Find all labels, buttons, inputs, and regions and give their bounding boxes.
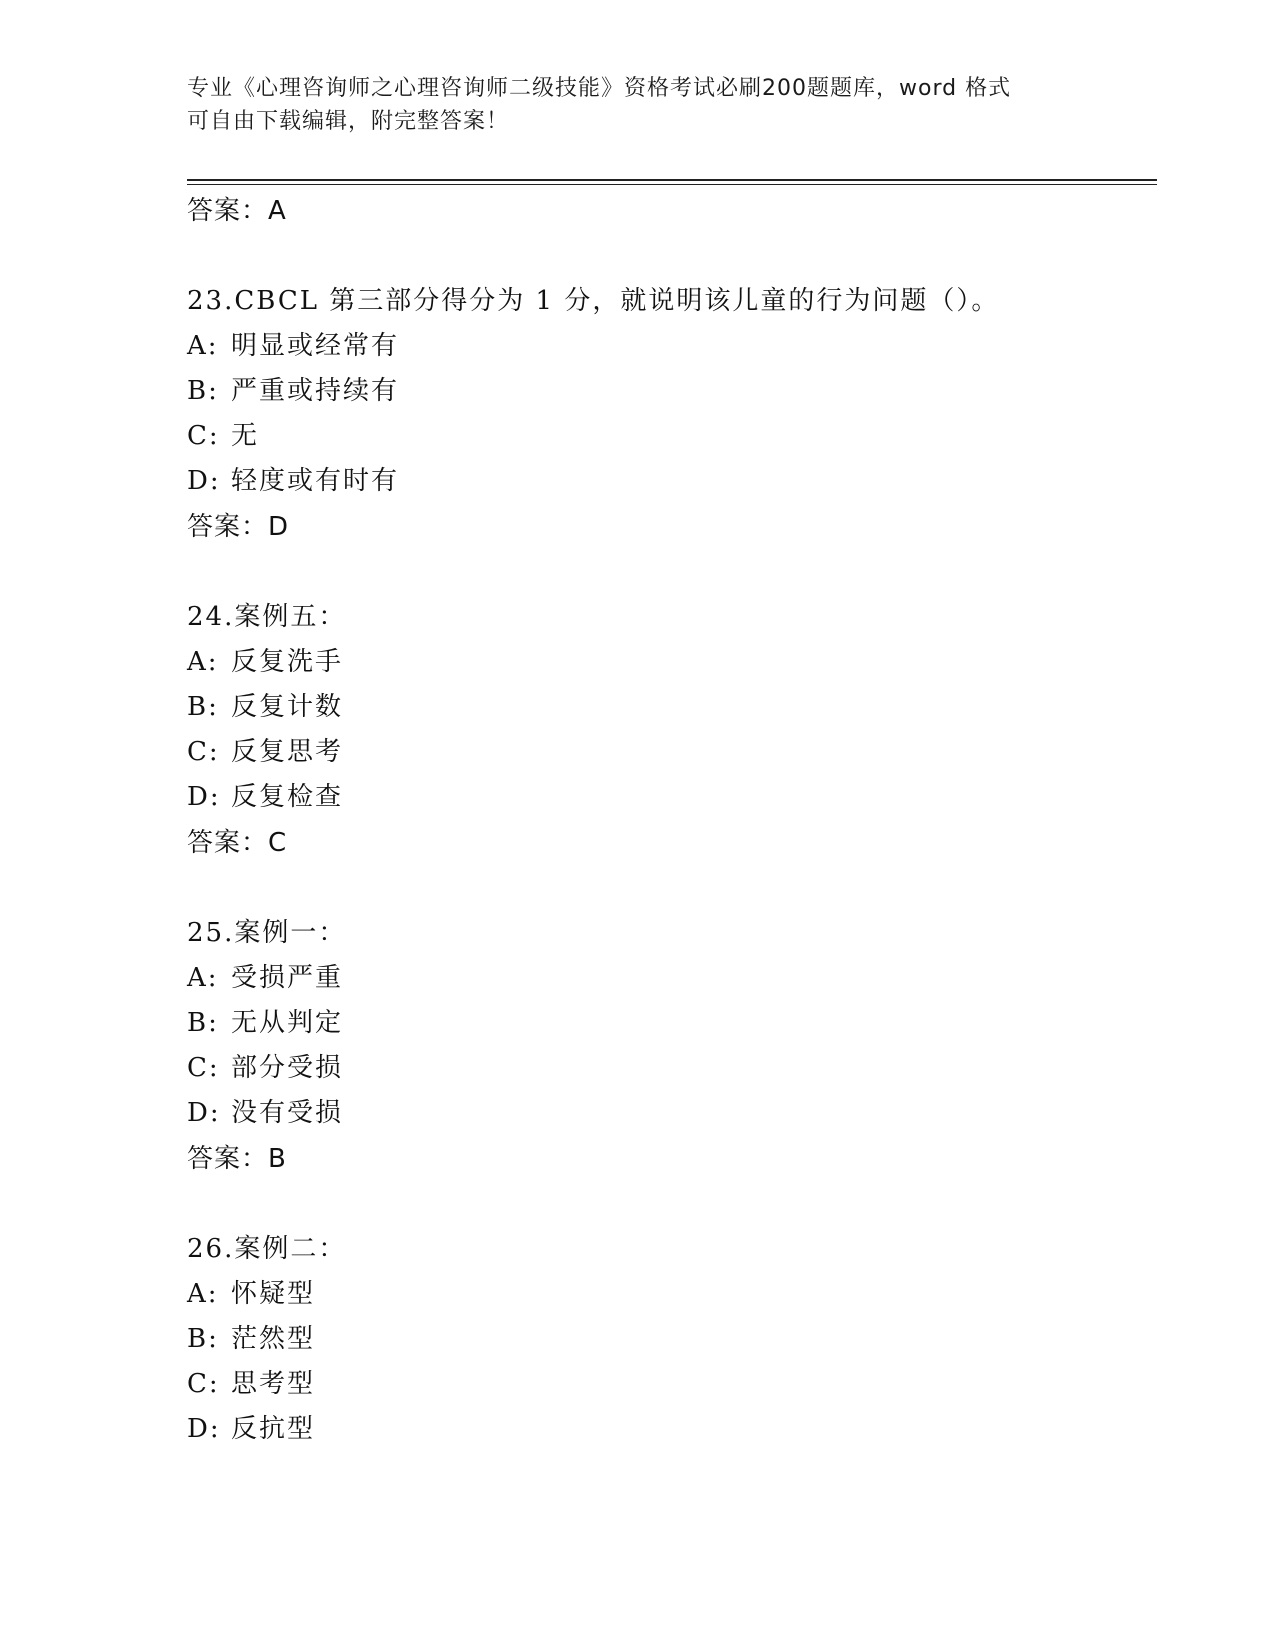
question-block [187,278,1167,550]
option-a [187,1272,1167,1317]
spacer [187,866,1167,910]
question-title: 24.案例五： [187,602,347,632]
answer-line: 答案：D [187,512,290,542]
option-letter: A: [187,647,219,677]
option-text: 反复计数 [231,692,344,722]
option-b [187,1001,1167,1046]
spacer [187,1182,1167,1226]
option-text: 反复思考 [231,737,344,767]
option-letter: D: [187,466,221,496]
option-text: 无从判定 [231,1008,344,1038]
option-text: 茫然型 [231,1324,316,1354]
option-letter: B: [187,1008,219,1038]
option-b [187,1317,1167,1362]
question-block [187,910,1167,1182]
option-d [187,459,1167,504]
option-letter: B: [187,692,219,722]
option-letter: D: [187,1098,221,1128]
option-text: 怀疑型 [231,1279,316,1309]
spacer [187,234,1167,278]
option-letter: C: [187,1369,220,1399]
question-block [187,594,1167,866]
answer-line: 答案：C [187,828,288,858]
question-title: 26.案例二： [187,1234,347,1264]
answer-line: 答案：B [187,1144,287,1174]
page-header [187,72,1067,138]
option-b [187,369,1167,414]
option-letter: C: [187,737,220,767]
spacer [187,550,1167,594]
header-line-2: 可自由下载编辑，附完整答案！ [187,109,510,134]
option-letter: A: [187,331,219,361]
header-line-1: 专业《心理咨询师之心理咨询师二级技能》资格考试必刷200题题库，word 格式 [187,76,1012,101]
option-letter: A: [187,1279,219,1309]
option-text: 部分受损 [231,1053,344,1083]
option-letter: D: [187,1414,221,1444]
option-text: 反复检查 [231,782,344,812]
option-letter: B: [187,376,219,406]
option-c [187,1046,1167,1091]
option-a [187,324,1167,369]
question-block [187,1226,1167,1452]
option-letter: D: [187,782,221,812]
option-text: 明显或经常有 [231,331,400,361]
option-b [187,685,1167,730]
option-text: 受损严重 [231,963,344,993]
option-a [187,956,1167,1001]
question-title: 25.案例一： [187,918,347,948]
option-d [187,775,1167,820]
option-text: 思考型 [231,1369,316,1399]
option-letter: C: [187,421,220,451]
option-text: 反复洗手 [231,647,344,677]
answer-line: 答案：A [187,196,287,226]
option-text: 反抗型 [231,1414,316,1444]
option-d [187,1091,1167,1136]
question-title: 23.CBCL 第三部分得分为 1 分，就说明该儿童的行为问题（）。 [187,286,1000,316]
option-text: 无 [231,421,260,451]
option-c [187,414,1167,459]
option-c [187,730,1167,775]
option-letter: B: [187,1324,219,1354]
header-divider [187,179,1157,185]
option-d [187,1407,1167,1452]
document-body [187,188,1167,1452]
option-letter: A: [187,963,219,993]
option-letter: C: [187,1053,220,1083]
option-c [187,1362,1167,1407]
option-text: 轻度或有时有 [231,466,400,496]
option-text: 没有受损 [231,1098,344,1128]
option-a [187,640,1167,685]
option-text: 严重或持续有 [231,376,400,406]
